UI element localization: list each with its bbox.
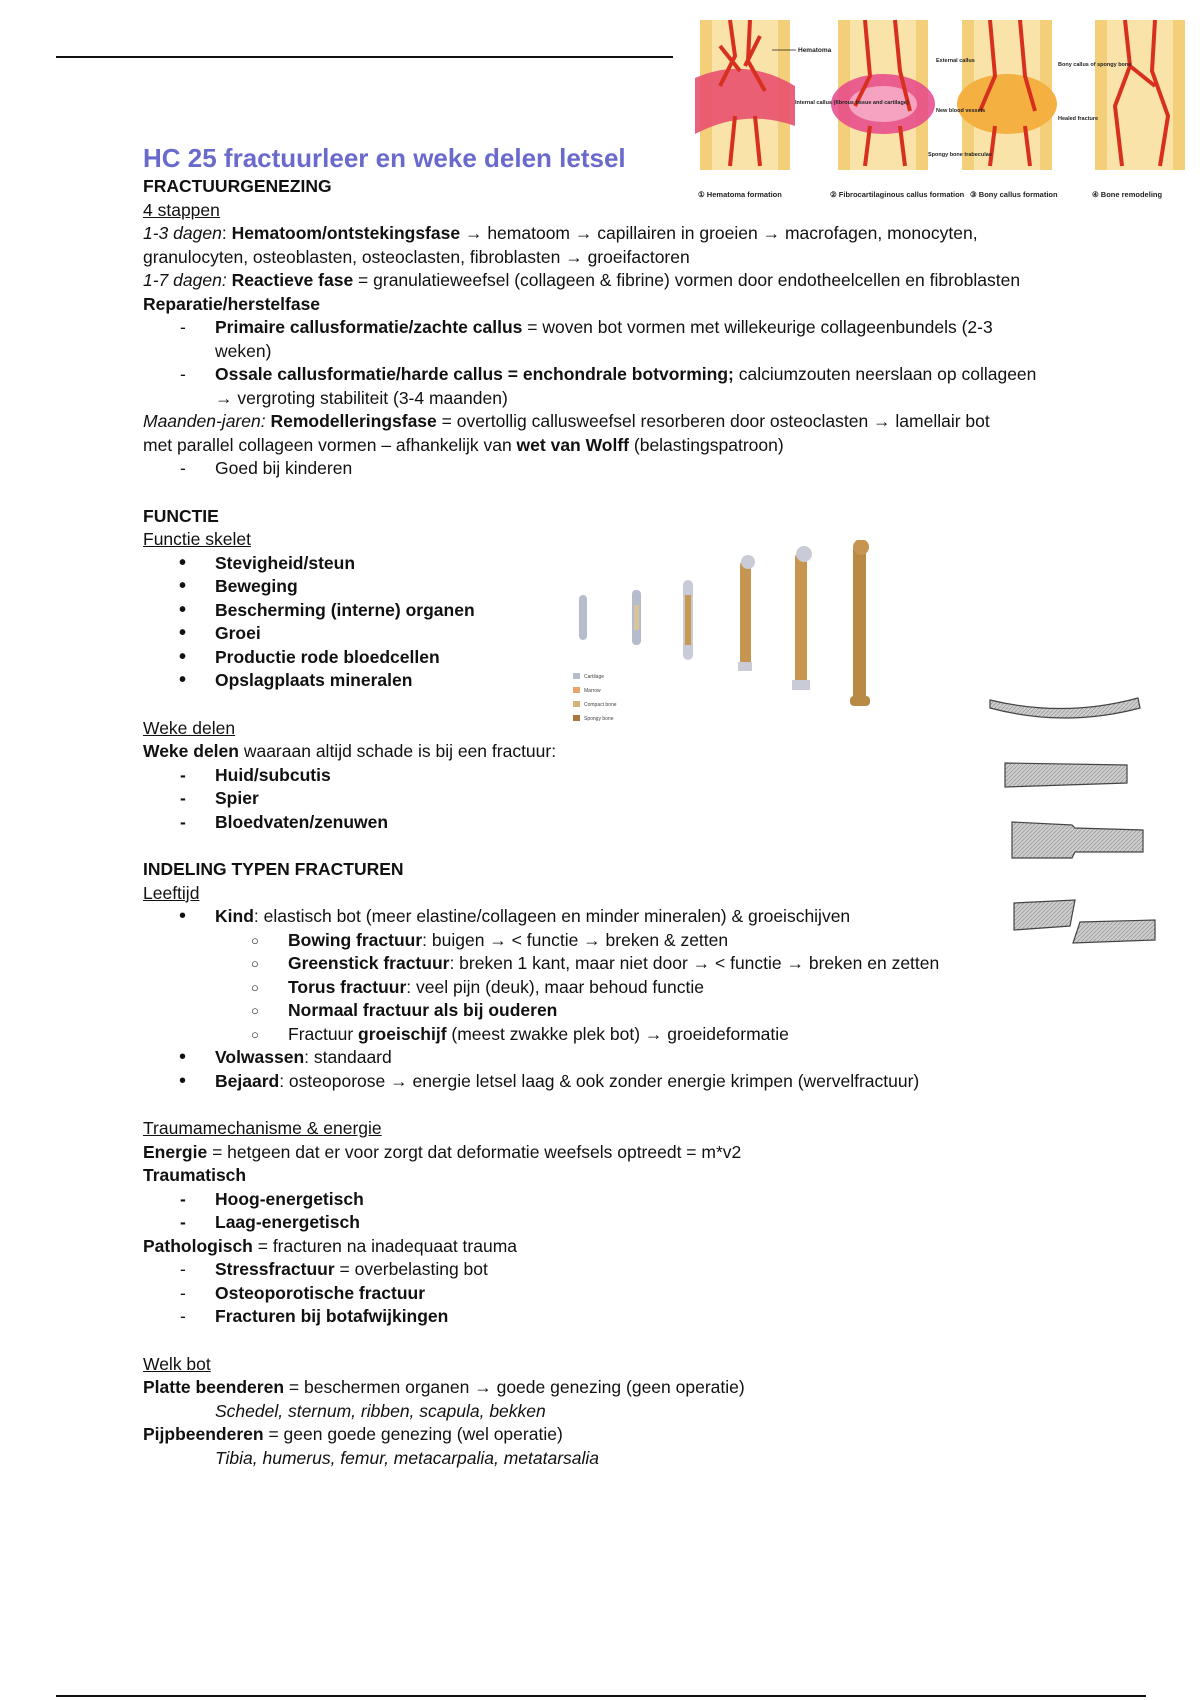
fracture-type-text: (meest zwakke plek bot) → groeideformatie [446, 1023, 789, 1044]
repair-item-bold: Ossale callusformatie/harde callus = enchondrale botvorming; [215, 364, 734, 384]
list-item: • Beweging [143, 575, 1143, 599]
kind-label: Kind [215, 906, 254, 926]
skeleton-function-list [143, 552, 1143, 693]
volwassen-label: Volwassen [215, 1047, 305, 1067]
fracture-type-name: Greenstick fractuur [288, 953, 450, 973]
label-bony-callus: Bony callus of spongy bone [1058, 62, 1132, 68]
list-item [143, 1305, 1143, 1329]
fracture-type-text: : buigen → < functie → breken & zetten [422, 929, 729, 950]
fracture-type-name: Torus fractuur [288, 976, 407, 997]
list-item [143, 929, 1143, 953]
list-item-kind [143, 905, 1143, 929]
list-item [143, 1258, 1143, 1282]
subheading-weke-delen: Weke delen [143, 717, 236, 738]
phase-reactief [143, 269, 1043, 293]
flat-bones-text: = beschermen organen → goede genezing (geen operatie) [284, 1377, 745, 1397]
bejaard-label: Bejaard [215, 1070, 280, 1091]
long-bones-label: Pijpbeenderen [143, 1424, 264, 1444]
caption-stage-2: ② Fibrocartilaginous callus formation [830, 190, 965, 199]
list-item: - Huid/subcutis [143, 764, 1143, 788]
phase-reactief-text: = granulatieweefsel (collageen & fibrine) vormen door endotheelcellen en fibroblasten [353, 270, 1021, 290]
phase-hematoom: 1-3 dagen: Hematoom/ontstekingsfase → hematoom → capillairen in groeien → macrofagen, monocyten, granulocyten, osteoblasten, osteoclasten, fibroblasten → groeifactoren [143, 223, 978, 267]
soft-tissue-list [143, 764, 1143, 835]
pathologic-label: Pathologisch [143, 1235, 253, 1256]
fracture-type-prefix: Fractuur [288, 1023, 359, 1044]
volwassen-text: : standaard [304, 1047, 392, 1067]
soft-tissue-lead-bold: Weke delen [143, 741, 239, 761]
legend-spongy-bone: Spongy bone [584, 716, 614, 722]
list-item: - Goed bij kinderen [143, 457, 1143, 481]
list-item: • Opslagplaats mineralen [143, 669, 1143, 693]
long-bones-text: = geen goede genezing (wel operatie) [263, 1424, 563, 1444]
flat-bones [143, 1376, 1143, 1400]
phase-hematoom-text: → hematoom → capillairen in groeien → macrofagen, monocyten, granulocyten, osteoblasten, osteoclasten, fibroblasten → groeifactoren [143, 223, 978, 267]
phase-remodel-text: = overtollig callusweefsel resorberen door osteoclasten → lamellair bot met parallel collageen vormen – afhankelijk van [143, 411, 990, 455]
fracture-type-name: Normaal fractuur als bij ouderen [288, 1000, 558, 1020]
list-item [143, 976, 1143, 1000]
label-spongy-trabeculae: Spongy bone trabeculae [928, 152, 992, 158]
fracture-type-text: : breken 1 kant, maar niet door → < functie → breken en zetten [449, 953, 940, 973]
subheading-welk-bot: Welk bot [143, 1353, 211, 1374]
top-rule [56, 56, 673, 58]
legend-marrow: Marrow [584, 688, 601, 694]
list-item: - Bloedvaten/zenuwen [143, 811, 1143, 835]
document-body [143, 141, 1143, 1470]
list-item [143, 363, 1043, 410]
legend-compact-bone: Compact bone [584, 702, 617, 708]
wet-van-wolff: wet van Wolff [516, 434, 630, 455]
list-item: - Hoog-energetisch [143, 1188, 1143, 1212]
list-item [143, 952, 1143, 976]
section-heading-indeling: INDELING TYPEN FRACTUREN [143, 859, 404, 879]
phase-reactief-time: 1-7 dagen: [143, 270, 227, 290]
list-item-bejaard [143, 1070, 1143, 1094]
fracture-type-name: Bowing fractuur [288, 929, 423, 950]
caption-stage-1: ① Hematoma formation [698, 190, 782, 199]
child-fracture-list [143, 929, 1143, 1047]
pathologic-item-text: = overbelasting bot [334, 1259, 488, 1279]
list-item [143, 1023, 1143, 1047]
pathologic-item-name: Osteoporotische fractuur [215, 1282, 426, 1303]
flat-bones-examples: Schedel, sternum, ribben, scapula, bekken [215, 1400, 546, 1421]
list-item: • Groei [143, 622, 1143, 646]
bejaard-text: : osteoporose → energie letsel laag & ook zonder energie krimpen (wervelfractuur) [279, 1070, 920, 1091]
label-hematoma: Hematoma [798, 47, 832, 54]
pathologic-list [143, 1258, 1143, 1329]
list-item: - Laag-energetisch [143, 1211, 1143, 1235]
age-list [143, 905, 1143, 929]
subheading-leeftijd: Leeftijd [143, 882, 200, 903]
label-internal-callus: Internal callus (fibrous tissue and cartilage) [795, 100, 909, 106]
soft-tissue-lead-text: waaraan altijd schade is bij een fractuur: [238, 741, 557, 761]
pathologic-text: = fracturen na inadequaat trauma [252, 1235, 518, 1256]
caption-stage-4: ④ Bone remodeling [1092, 190, 1163, 199]
pathologic-item-name: Fracturen bij botafwijkingen [215, 1306, 449, 1326]
subheading-4-stappen: 4 stappen [143, 199, 220, 220]
soft-tissue-lead [143, 740, 1143, 764]
phase-remodel-text-end: (belastingspatroon) [629, 434, 784, 455]
phase-reactief-name: Reactieve fase [231, 270, 354, 290]
label-external-callus: External callus [936, 58, 975, 64]
list-item [143, 999, 1143, 1023]
repair-heading: Reparatie/herstelfase [143, 293, 321, 314]
phase-remodel-name: Remodelleringsfase [270, 411, 437, 431]
traumatic-heading: Traumatisch [143, 1165, 247, 1185]
phase-remodel [143, 410, 1003, 457]
page-title: HC 25 fractuurleer en weke delen letsel [143, 143, 626, 173]
phase-hematoom-name: Hematoom/ontstekingsfase [231, 223, 461, 243]
fracture-type-text: : veel pijn (deuk), maar behoud functie [406, 976, 704, 997]
label-healed-fracture: Healed fracture [1058, 116, 1099, 122]
list-item [143, 316, 1043, 363]
subheading-functie-skelet: Functie skelet [143, 529, 251, 549]
legend-cartilage: Cartilage [584, 674, 605, 680]
list-item: • Productie rode bloedcellen [143, 646, 1143, 670]
long-bones [143, 1423, 1143, 1447]
kind-text: : elastisch bot (meer elastine/collageen en minder mineralen) & groeischijven [253, 906, 851, 926]
subheading-traumamechanisme: Traumamechanisme & energie [143, 1118, 382, 1138]
list-item-volwassen [143, 1046, 1143, 1070]
caption-stage-3: ③ Bony callus formation [970, 190, 1058, 199]
repair-item-text: calciumzouten neerslaan op collageen → vergroting stabiliteit (3-4 maanden) [215, 364, 1037, 408]
phase-hematoom-time: 1-3 dagen [143, 223, 222, 243]
pathologic-definition [143, 1235, 1143, 1259]
repair-list [143, 316, 1043, 410]
section-heading-fractuurgenezing: FRACTUURGENEZING [143, 176, 332, 196]
pathologic-item-name: Stressfractuur [215, 1259, 335, 1279]
flat-bones-label: Platte beenderen [143, 1377, 285, 1397]
fracture-type-name: groeischijf [358, 1023, 447, 1044]
remodel-list [143, 457, 1143, 481]
list-item: • Bescherming (interne) organen [143, 599, 1143, 623]
energy-definition [143, 1141, 1143, 1165]
list-item: - Spier [143, 787, 1143, 811]
energy-text: = hetgeen dat er voor zorgt dat deformatie weefsels optreedt = m*v2 [207, 1141, 742, 1162]
bottom-rule [56, 1695, 1146, 1697]
phase-remodel-time: Maanden-jaren: [143, 411, 266, 431]
traumatic-list [143, 1188, 1143, 1235]
long-bones-examples: Tibia, humerus, femur, metacarpalia, metatarsalia [215, 1447, 600, 1468]
age-list-adults [143, 1046, 1143, 1093]
list-item [143, 1282, 1143, 1306]
label-new-vessels: New blood vessels [936, 108, 986, 114]
section-heading-functie: FUNCTIE [143, 505, 219, 526]
repair-item-bold: Primaire callusformatie/zachte callus [215, 317, 523, 337]
energy-label: Energie [143, 1141, 208, 1162]
list-item: • Stevigheid/steun [143, 552, 1143, 576]
repair-item-text: = woven bot vormen met willekeurige collageenbundels (2-3 weken) [215, 317, 993, 361]
